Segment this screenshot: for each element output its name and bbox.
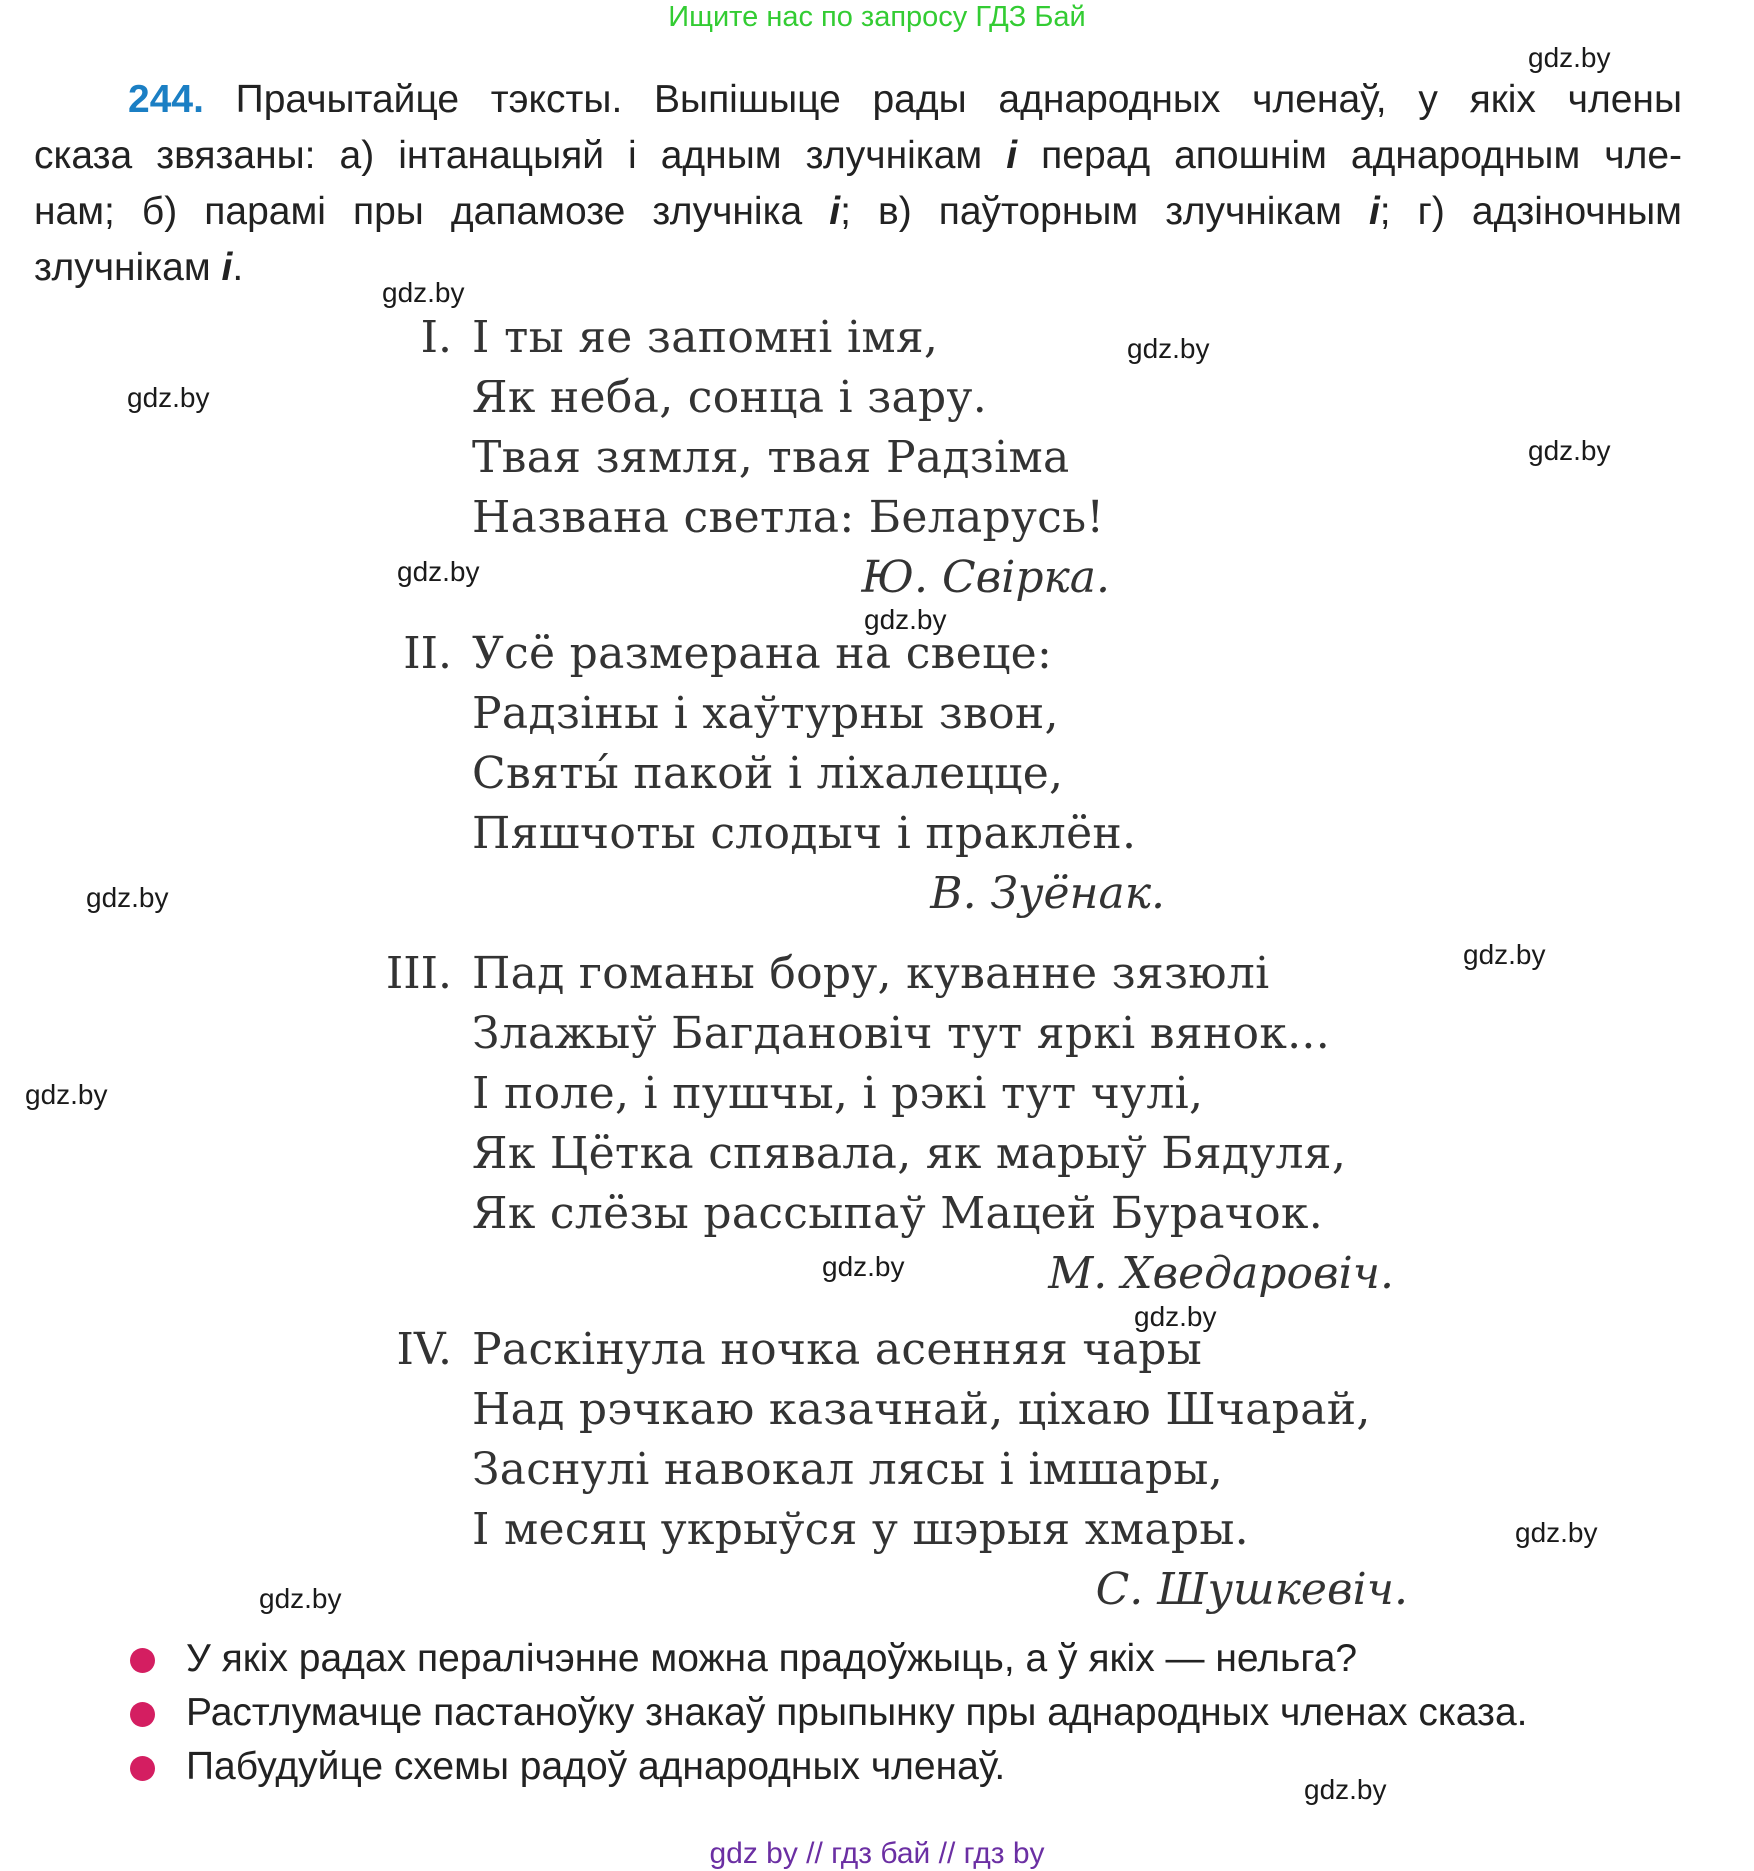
watermark: gdz.by [1127,333,1210,364]
poem-line: Раскінула ночка асенняя чары [472,1324,1203,1375]
task-line-1: 244. Прачытайце тэксты. Выпішыце рады аднародных членаў, у якіх члены [128,78,1682,121]
poem-number: II. [403,628,452,679]
poem-line: Пяшчоты слодыч і праклён. [472,808,1137,859]
poem-line: Як слёзы рассыпаў Мацей Бурачок. [472,1188,1324,1239]
task-line-4: злучнікам і. [34,246,244,289]
poem-number: III. [385,948,452,999]
poem-line: Твая зямля, твая Радзіма [472,432,1070,483]
poem-line: І ты яе запомні імя, [472,312,939,363]
watermark: gdz.by [259,1583,342,1614]
poem-line: Як Цётка спявала, як марыў Бядуля, [472,1128,1347,1179]
poem-line: Усё размерана на свеце: [472,628,1053,679]
bullet-dot-icon [130,1756,155,1781]
poem-line: І поле, і пушчы, і рэкі тут чулі, [472,1068,1204,1119]
watermark: gdz.by [1463,939,1546,970]
watermark: gdz.by [1528,42,1611,73]
watermark: gdz.by [397,556,480,587]
poem-number: IV. [396,1324,452,1375]
poem-line: Заснулі навокал лясы і імшары, [472,1444,1224,1495]
poem-line: І месяц укрыўся у шэрыя хмары. [472,1504,1249,1555]
search-banner: Ищите нас по запросу ГДЗ Бай [668,1,1086,33]
question-item: Растлумачце пастаноўку знакаў прыпынку пры аднародных членах сказа. [130,1686,1527,1740]
task-number: 244. [128,78,204,121]
poem-line: Названа светла: Беларусь! [472,492,1105,543]
poem-author: С. Шушкевіч. [1095,1564,1408,1615]
watermark: gdz.by [1304,1774,1387,1805]
poem-number: I. [420,312,452,363]
poem-line: Пад гоманы бору, куванне зязюлі [472,948,1270,999]
poem-line: Злажыў Багдановіч тут яркі вянок... [472,1008,1330,1059]
watermark: gdz.by [25,1079,108,1110]
poem-line: Як неба, сонца і зару. [472,372,987,423]
questions-list [130,1632,1527,1794]
task-line-2: сказа звязаны: а) інтанацыяй і адным злучнікам і перад апошнім аднародным чле- [34,134,1683,177]
bullet-dot-icon [130,1702,155,1727]
watermark: gdz.by [864,604,947,635]
watermark: gdz.by [86,882,169,913]
watermark: gdz.by [1528,435,1611,466]
poem-author: Ю. Свірка. [861,552,1110,603]
poem-line: Святы́ пакой і ліхалецце, [472,748,1064,799]
poem-line: Радзіны і хаўтурны звон, [472,688,1059,739]
poem-line: Над рэчкаю казачнай, ціхаю Шчарай, [472,1384,1371,1435]
watermark: gdz.by [127,382,210,413]
watermark: gdz.by [822,1251,905,1282]
bullet-dot-icon [130,1648,155,1673]
poem-author: В. Зуёнак. [930,868,1165,919]
question-item: Пабудуйце схемы радоў аднародных членаў. [130,1740,1527,1794]
question-item: У якіх радах пералічэнне можна прадоўжыць, а ў якіх — нельга? [130,1632,1527,1686]
watermark: gdz.by [1134,1301,1217,1332]
poem-author: М. Хведаровіч. [1048,1248,1394,1299]
task-statement [34,72,1682,296]
watermark: gdz.by [1515,1517,1598,1548]
footer-watermark: gdz by // гдз бай // гдз by [709,1837,1045,1870]
watermark: gdz.by [382,277,465,308]
task-line-3: нам; б) парамі пры дапамозе злучніка і; в) паўторным злучнікам і; г) адзіночным [34,190,1682,233]
